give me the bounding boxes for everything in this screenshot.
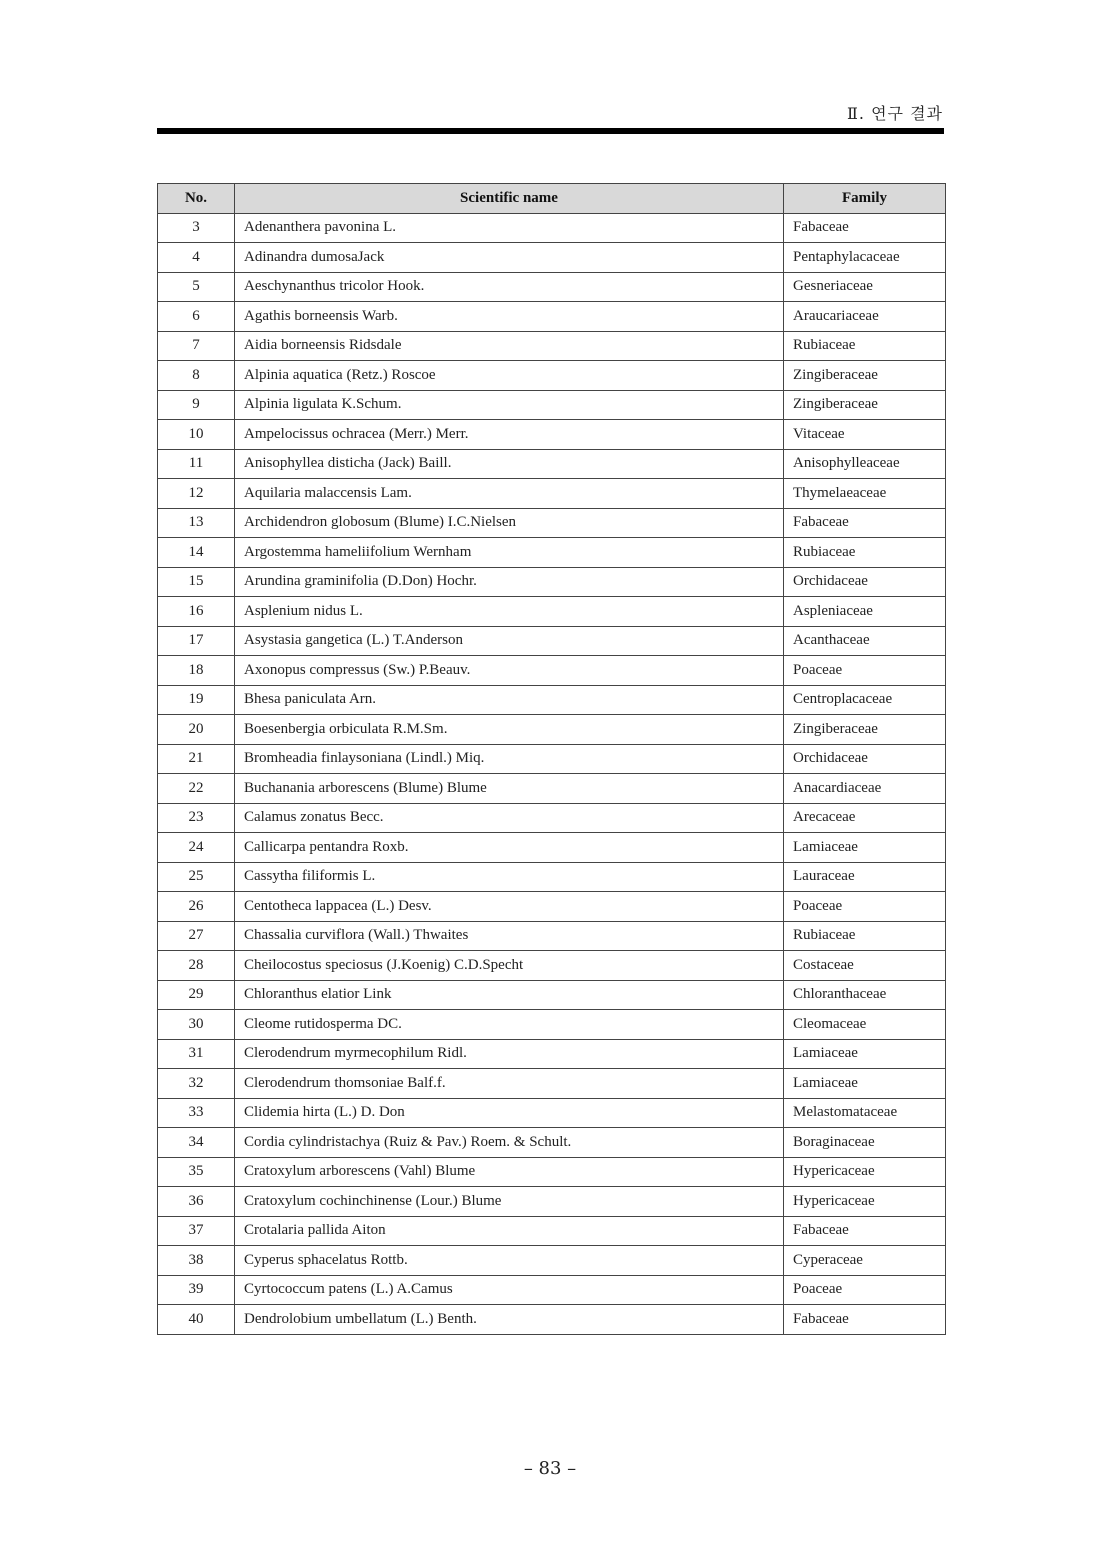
table-row	[158, 1098, 946, 1128]
family-cell: Fabaceae	[784, 213, 946, 243]
column-header-family: Family	[784, 184, 946, 214]
scientific-name-cell: Adinandra dumosaJack	[235, 243, 784, 273]
family-cell: Cleomaceae	[784, 1010, 946, 1040]
table-row	[158, 1010, 946, 1040]
table-row	[158, 213, 946, 243]
scientific-name-cell: Aidia borneensis Ridsdale	[235, 331, 784, 361]
row-number-cell: 3	[158, 213, 235, 243]
row-number-cell: 4	[158, 243, 235, 273]
family-cell: Thymelaeaceae	[784, 479, 946, 509]
table-body	[158, 213, 946, 1334]
row-number-cell: 19	[158, 685, 235, 715]
family-cell: Orchidaceae	[784, 567, 946, 597]
scientific-name-cell: Asystasia gangetica (L.) T.Anderson	[235, 626, 784, 656]
scientific-name-cell: Clerodendrum thomsoniae Balf.f.	[235, 1069, 784, 1099]
table-row	[158, 272, 946, 302]
scientific-name-cell: Aeschynanthus tricolor Hook.	[235, 272, 784, 302]
row-number-cell: 10	[158, 420, 235, 450]
table-row	[158, 361, 946, 391]
scientific-name-cell: Axonopus compressus (Sw.) P.Beauv.	[235, 656, 784, 686]
row-number-cell: 35	[158, 1157, 235, 1187]
page-number: – 83 –	[523, 1458, 577, 1479]
row-number-cell: 29	[158, 980, 235, 1010]
table-row	[158, 892, 946, 922]
family-cell: Rubiaceae	[784, 921, 946, 951]
table-row	[158, 744, 946, 774]
family-cell: Cyperaceae	[784, 1246, 946, 1276]
family-cell: Hypericaceae	[784, 1157, 946, 1187]
table-row	[158, 1069, 946, 1099]
row-number-cell: 18	[158, 656, 235, 686]
row-number-cell: 39	[158, 1275, 235, 1305]
table-row	[158, 331, 946, 361]
row-number-cell: 32	[158, 1069, 235, 1099]
family-cell: Pentaphylacaceae	[784, 243, 946, 273]
row-number-cell: 14	[158, 538, 235, 568]
row-number-cell: 25	[158, 862, 235, 892]
table-row	[158, 1246, 946, 1276]
family-cell: Poaceae	[784, 656, 946, 686]
row-number-cell: 13	[158, 508, 235, 538]
row-number-cell: 8	[158, 361, 235, 391]
scientific-name-cell: Adenanthera pavonina L.	[235, 213, 784, 243]
family-cell: Zingiberaceae	[784, 390, 946, 420]
row-number-cell: 21	[158, 744, 235, 774]
table-row	[158, 980, 946, 1010]
scientific-name-cell: Alpinia ligulata K.Schum.	[235, 390, 784, 420]
table-row	[158, 449, 946, 479]
row-number-cell: 33	[158, 1098, 235, 1128]
family-cell: Poaceae	[784, 892, 946, 922]
table-row	[158, 302, 946, 332]
family-cell: Lamiaceae	[784, 1069, 946, 1099]
family-cell: Vitaceae	[784, 420, 946, 450]
scientific-name-cell: Bromheadia finlaysoniana (Lindl.) Miq.	[235, 744, 784, 774]
table-row	[158, 833, 946, 863]
family-cell: Zingiberaceae	[784, 715, 946, 745]
family-cell: Fabaceae	[784, 1305, 946, 1335]
row-number-cell: 17	[158, 626, 235, 656]
family-cell: Melastomataceae	[784, 1098, 946, 1128]
row-number-cell: 27	[158, 921, 235, 951]
scientific-name-cell: Cratoxylum arborescens (Vahl) Blume	[235, 1157, 784, 1187]
row-number-cell: 6	[158, 302, 235, 332]
table-row	[158, 715, 946, 745]
scientific-name-cell: Asplenium nidus L.	[235, 597, 784, 627]
scientific-name-cell: Chassalia curviflora (Wall.) Thwaites	[235, 921, 784, 951]
family-cell: Fabaceae	[784, 1216, 946, 1246]
scientific-name-cell: Centotheca lappacea (L.) Desv.	[235, 892, 784, 922]
table-row	[158, 1305, 946, 1335]
row-number-cell: 11	[158, 449, 235, 479]
table-row	[158, 1187, 946, 1217]
scientific-name-cell: Clidemia hirta (L.) D. Don	[235, 1098, 784, 1128]
row-number-cell: 30	[158, 1010, 235, 1040]
row-number-cell: 15	[158, 567, 235, 597]
row-number-cell: 23	[158, 803, 235, 833]
family-cell: Poaceae	[784, 1275, 946, 1305]
scientific-name-cell: Argostemma hameliifolium Wernham	[235, 538, 784, 568]
table-header-row	[158, 184, 946, 214]
scientific-name-cell: Anisophyllea disticha (Jack) Baill.	[235, 449, 784, 479]
family-cell: Arecaceae	[784, 803, 946, 833]
scientific-name-cell: Calamus zonatus Becc.	[235, 803, 784, 833]
family-cell: Anisophylleaceae	[784, 449, 946, 479]
table-row	[158, 1039, 946, 1069]
table-row	[158, 243, 946, 273]
table-row	[158, 567, 946, 597]
family-cell: Orchidaceae	[784, 744, 946, 774]
family-cell: Lamiaceae	[784, 1039, 946, 1069]
row-number-cell: 36	[158, 1187, 235, 1217]
table-row	[158, 774, 946, 804]
row-number-cell: 20	[158, 715, 235, 745]
table-row	[158, 390, 946, 420]
row-number-cell: 22	[158, 774, 235, 804]
running-title: Ⅱ. 연구 결과	[847, 104, 943, 123]
table-row	[158, 1275, 946, 1305]
scientific-name-cell: Dendrolobium umbellatum (L.) Benth.	[235, 1305, 784, 1335]
scientific-name-cell: Cyperus sphacelatus Rottb.	[235, 1246, 784, 1276]
family-cell: Aspleniaceae	[784, 597, 946, 627]
column-header-no: No.	[158, 184, 235, 214]
family-cell: Lamiaceae	[784, 833, 946, 863]
scientific-name-cell: Callicarpa pentandra Roxb.	[235, 833, 784, 863]
family-cell: Boraginaceae	[784, 1128, 946, 1158]
scientific-name-cell: Chloranthus elatior Link	[235, 980, 784, 1010]
table-row	[158, 420, 946, 450]
table-row	[158, 626, 946, 656]
scientific-name-cell: Cleome rutidosperma DC.	[235, 1010, 784, 1040]
row-number-cell: 9	[158, 390, 235, 420]
row-number-cell: 16	[158, 597, 235, 627]
family-cell: Rubiaceae	[784, 538, 946, 568]
scientific-name-cell: Bhesa paniculata Arn.	[235, 685, 784, 715]
family-cell: Zingiberaceae	[784, 361, 946, 391]
row-number-cell: 26	[158, 892, 235, 922]
family-cell: Gesneriaceae	[784, 272, 946, 302]
table-row	[158, 803, 946, 833]
table-row	[158, 656, 946, 686]
table-row	[158, 685, 946, 715]
scientific-name-cell: Arundina graminifolia (D.Don) Hochr.	[235, 567, 784, 597]
row-number-cell: 40	[158, 1305, 235, 1335]
row-number-cell: 38	[158, 1246, 235, 1276]
scientific-name-cell: Alpinia aquatica (Retz.) Roscoe	[235, 361, 784, 391]
scientific-name-cell: Archidendron globosum (Blume) I.C.Nielsen	[235, 508, 784, 538]
scientific-name-cell: Cordia cylindristachya (Ruiz & Pav.) Roem. & Schult.	[235, 1128, 784, 1158]
table-row	[158, 862, 946, 892]
table-row	[158, 1157, 946, 1187]
table-row	[158, 1216, 946, 1246]
scientific-name-cell: Cheilocostus speciosus (J.Koenig) C.D.Specht	[235, 951, 784, 981]
row-number-cell: 12	[158, 479, 235, 509]
row-number-cell: 37	[158, 1216, 235, 1246]
row-number-cell: 34	[158, 1128, 235, 1158]
table-row	[158, 951, 946, 981]
scientific-name-cell: Cyrtococcum patens (L.) A.Camus	[235, 1275, 784, 1305]
table-row	[158, 921, 946, 951]
family-cell: Chloranthaceae	[784, 980, 946, 1010]
family-cell: Centroplacaceae	[784, 685, 946, 715]
family-cell: Anacardiaceae	[784, 774, 946, 804]
scientific-name-cell: Cratoxylum cochinchinense (Lour.) Blume	[235, 1187, 784, 1217]
scientific-name-cell: Ampelocissus ochracea (Merr.) Merr.	[235, 420, 784, 450]
family-cell: Hypericaceae	[784, 1187, 946, 1217]
row-number-cell: 7	[158, 331, 235, 361]
table-row	[158, 508, 946, 538]
family-cell: Rubiaceae	[784, 331, 946, 361]
table-row	[158, 1128, 946, 1158]
family-cell: Araucariaceae	[784, 302, 946, 332]
scientific-name-cell: Boesenbergia orbiculata R.M.Sm.	[235, 715, 784, 745]
row-number-cell: 24	[158, 833, 235, 863]
family-cell: Lauraceae	[784, 862, 946, 892]
column-header-scientific-name: Scientific name	[235, 184, 784, 214]
header-rule	[157, 128, 944, 134]
row-number-cell: 31	[158, 1039, 235, 1069]
scientific-name-cell: Cassytha filiformis L.	[235, 862, 784, 892]
row-number-cell: 28	[158, 951, 235, 981]
table-row	[158, 538, 946, 568]
scientific-name-cell: Buchanania arborescens (Blume) Blume	[235, 774, 784, 804]
scientific-name-cell: Aquilaria malaccensis Lam.	[235, 479, 784, 509]
family-cell: Acanthaceae	[784, 626, 946, 656]
scientific-name-cell: Clerodendrum myrmecophilum Ridl.	[235, 1039, 784, 1069]
scientific-name-cell: Crotalaria pallida Aiton	[235, 1216, 784, 1246]
table-row	[158, 479, 946, 509]
family-cell: Costaceae	[784, 951, 946, 981]
row-number-cell: 5	[158, 272, 235, 302]
family-cell: Fabaceae	[784, 508, 946, 538]
species-table	[157, 183, 946, 1335]
table-row	[158, 597, 946, 627]
scientific-name-cell: Agathis borneensis Warb.	[235, 302, 784, 332]
